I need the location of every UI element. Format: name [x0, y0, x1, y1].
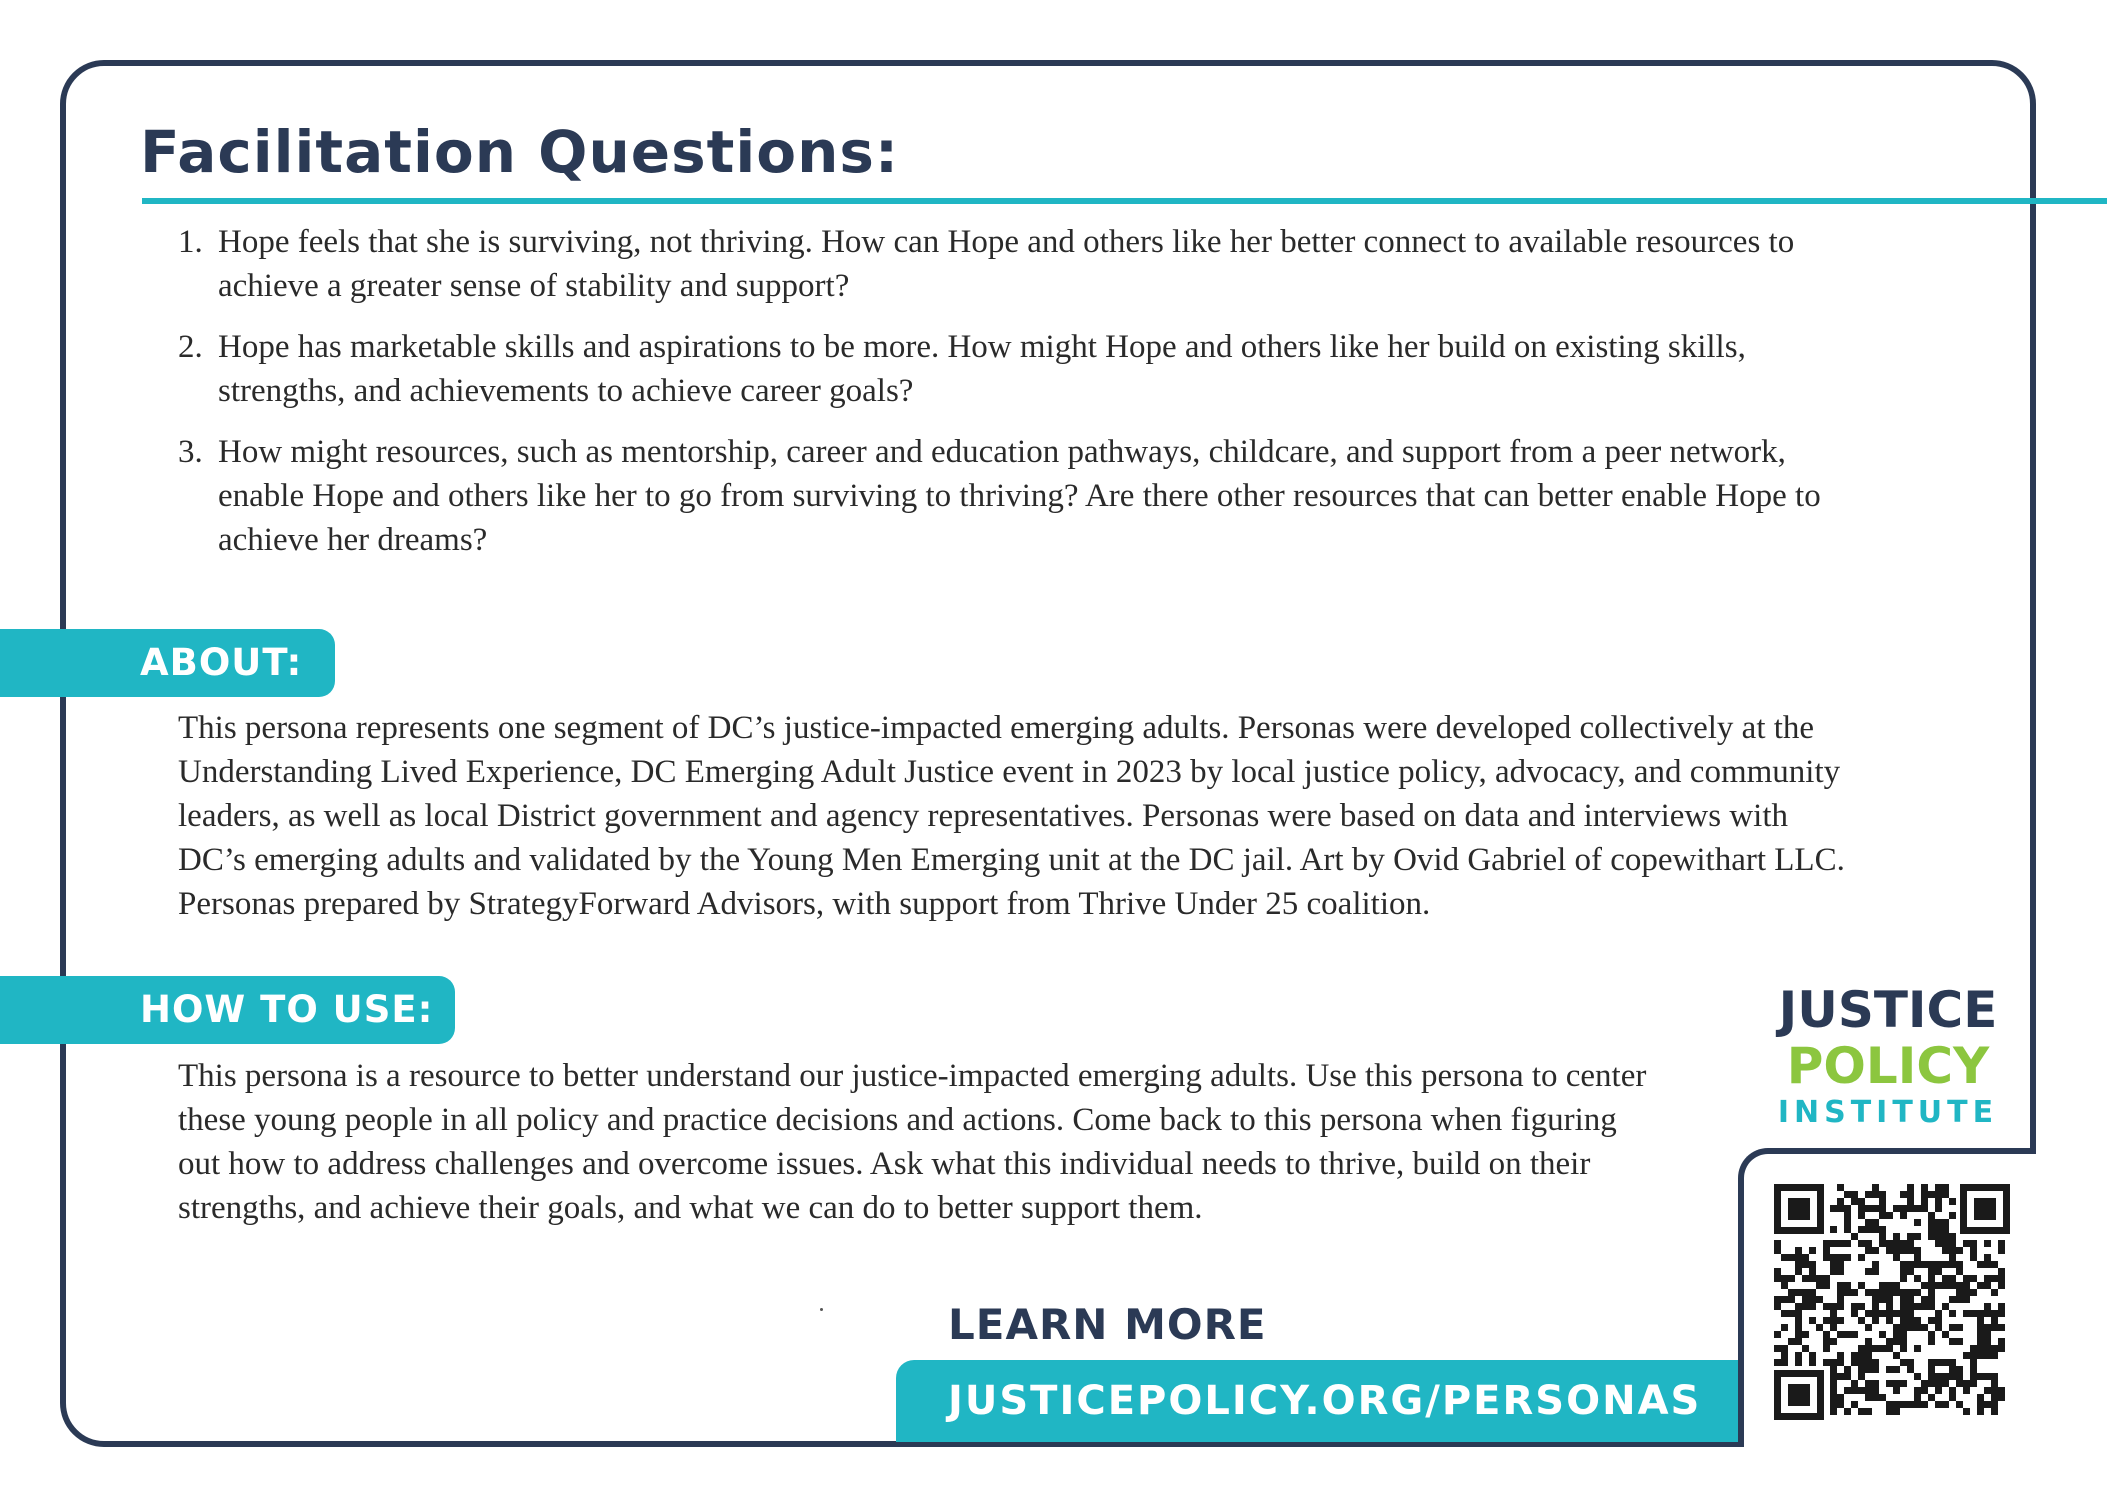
page-title: Facilitation Questions: — [140, 118, 900, 186]
question-number: 3. — [178, 434, 203, 470]
question-text: How might resources, such as mentorship, career and education pathways, childcare, and support from a peer network, enable Hope and others like her to go from surviving to thriving? Are there other resources that can better enable Hope to achieve her dreams? — [218, 434, 1821, 558]
justice-policy-institute-logo — [1768, 982, 2008, 1132]
qr-code-panel — [1738, 1148, 2036, 1447]
facilitation-questions-list — [170, 220, 1850, 579]
about-heading: ABOUT: — [0, 629, 335, 697]
qr-code-icon[interactable] — [1774, 1184, 2010, 1420]
question-item — [170, 430, 1850, 562]
question-number: 1. — [178, 224, 203, 260]
question-text: Hope feels that she is surviving, not thriving. How can Hope and others like her better connect to available resources to achieve a greater sense of stability and support? — [218, 224, 1795, 304]
logo-line-institute: INSTITUTE — [1777, 1095, 1999, 1130]
question-text: Hope has marketable skills and aspirations to be more. How might Hope and others like her build on existing skills, strengths, and achievements to achieve career goals? — [218, 329, 1746, 409]
about-text: This persona represents one segment of DC’s justice-impacted emerging adults. Personas were developed collectively at the Understanding Lived Experience, DC Emerging Adult Justice event in 2023 by local justice policy, advocacy, and community leaders, as well as local District government and agency representatives. Personas were based on data and interviews with DC’s emerging adults and validated by the Young Men Emerging unit at the DC jail. Art by Ovid Gabriel of copewithart LLC. Personas prepared by StrategyForward Advisors, with support from Thrive Under 25 coalition. — [178, 710, 1845, 922]
question-item — [170, 220, 1850, 308]
logo-line-justice: JUSTICE — [1778, 981, 1998, 1039]
logo-line-policy: POLICY — [1786, 1037, 1990, 1095]
how-to-use-heading: HOW TO USE: — [0, 976, 455, 1044]
learn-more-label: LEARN MORE — [948, 1300, 1267, 1349]
title-divider — [142, 198, 2107, 204]
stray-mark — [820, 1308, 823, 1311]
question-number: 2. — [178, 329, 203, 365]
personas-link[interactable]: JUSTICEPOLICY.ORG/PERSONAS — [896, 1360, 1740, 1442]
how-to-use-text: This persona is a resource to better understand our justice-impacted emerging adults. Use this persona to center these young people in all policy and practice decisions and actions. Come back to this persona when figuring out how to address challenges and overcome issues. Ask what this individual needs to thrive, build on their strengths, and achieve their goals, and what we can do to better support them. — [178, 1058, 1647, 1226]
question-item — [170, 325, 1850, 413]
